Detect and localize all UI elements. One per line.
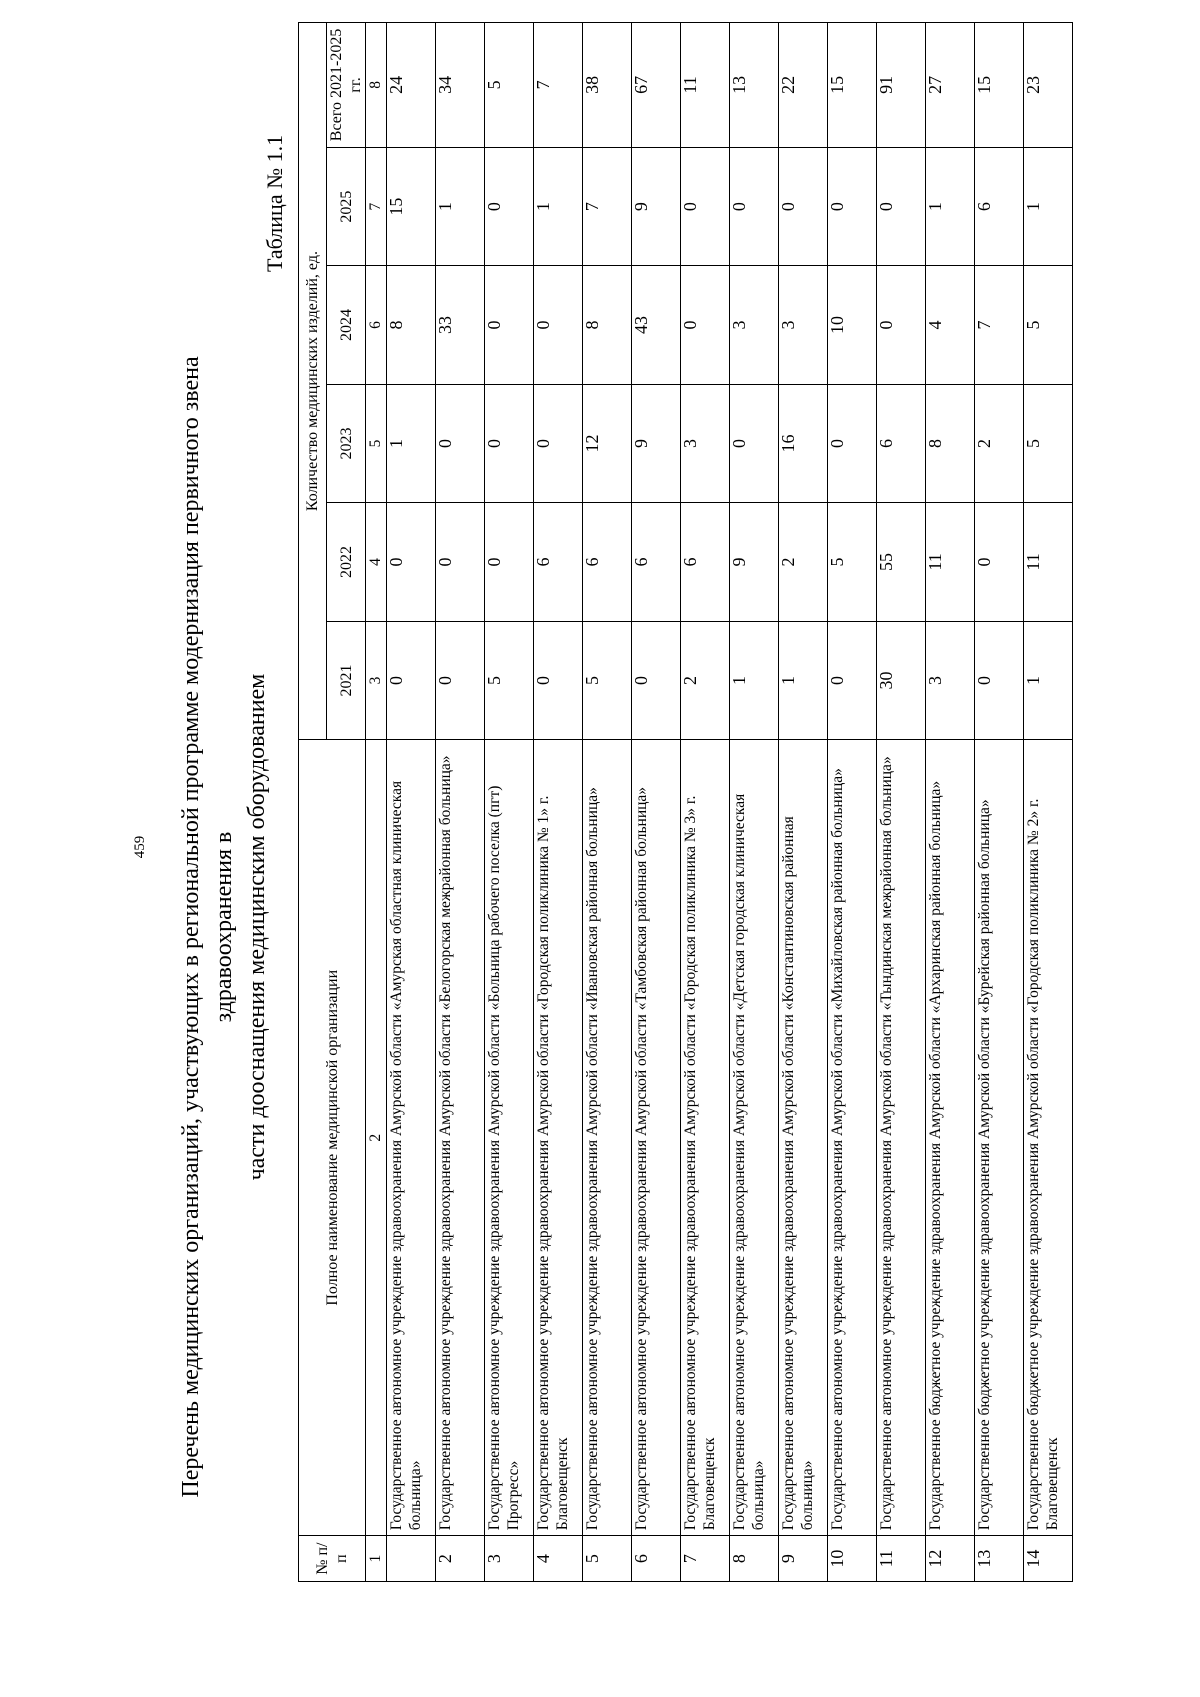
year-value: 6 (877, 384, 926, 502)
column-number: 4 (366, 503, 387, 621)
row-number: 9 (779, 1536, 828, 1582)
year-value: 1 (387, 384, 436, 502)
year-value: 6 (632, 503, 681, 621)
year-value: 6 (534, 503, 583, 621)
year-value: 0 (485, 147, 534, 265)
year-value: 0 (828, 147, 877, 265)
organization-name: Государственное автономное учреждение здравоохранения Амурской области «Михайловская районная больница» (828, 740, 877, 1536)
year-value: 0 (436, 503, 485, 621)
year-value: 1 (730, 621, 779, 739)
year-value: 2 (975, 384, 1024, 502)
total-value: 22 (779, 23, 828, 148)
year-value: 12 (583, 384, 632, 502)
column-number: 1 (366, 1536, 387, 1582)
year-value: 0 (681, 266, 730, 384)
year-value: 7 (583, 147, 632, 265)
organization-name: Государственное автономное учреждение здравоохранения Амурской области «Городская поликлиника № 1» г. Благовещенск (534, 740, 583, 1536)
year-value: 0 (779, 147, 828, 265)
year-value: 0 (828, 384, 877, 502)
row-number: 7 (681, 1536, 730, 1582)
column-number: 2 (366, 740, 387, 1536)
year-value: 0 (534, 384, 583, 502)
row-number: 13 (975, 1536, 1024, 1582)
organization-name: Государственное автономное учреждение здравоохранения Амурской области «Тамбовская районная больница» (632, 740, 681, 1536)
year-value: 2 (779, 503, 828, 621)
header-total: Всего 2021-2025 гг. (327, 23, 366, 148)
year-value: 8 (926, 384, 975, 502)
total-value: 5 (485, 23, 534, 148)
header-num: № п/п (299, 1536, 366, 1582)
total-value: 38 (583, 23, 632, 148)
year-value: 0 (485, 266, 534, 384)
year-value: 3 (926, 621, 975, 739)
year-value: 5 (1024, 266, 1073, 384)
table-label: Таблица № 1.1 (262, 134, 287, 272)
document-title (175, 307, 274, 1547)
row-number: 14 (1024, 1536, 1073, 1582)
year-value: 1 (534, 147, 583, 265)
year-value: 3 (730, 266, 779, 384)
year-value: 0 (387, 621, 436, 739)
row-number: 11 (877, 1536, 926, 1582)
year-value: 8 (583, 266, 632, 384)
organization-name: Государственное автономное учреждение здравоохранения Амурской области «Амурская областная клиническая больница» (387, 740, 436, 1536)
header-year: 2021 (327, 621, 366, 739)
header-year: 2022 (327, 503, 366, 621)
total-value: 91 (877, 23, 926, 148)
year-value: 0 (387, 503, 436, 621)
row-number: 10 (828, 1536, 877, 1582)
year-value: 33 (436, 266, 485, 384)
column-number: 8 (366, 23, 387, 148)
table-row (632, 23, 681, 1582)
year-value: 5 (1024, 384, 1073, 502)
year-value: 5 (828, 503, 877, 621)
row-number: 8 (730, 1536, 779, 1582)
year-value: 1 (1024, 621, 1073, 739)
year-value: 8 (387, 266, 436, 384)
organization-name: Государственное автономное учреждение здравоохранения Амурской области «Детская городская клиническая больница» (730, 740, 779, 1536)
year-value: 0 (632, 621, 681, 739)
year-value: 3 (779, 266, 828, 384)
table-body (366, 23, 1073, 1582)
row-number (387, 1536, 436, 1582)
year-value: 0 (730, 384, 779, 502)
row-number: 5 (583, 1536, 632, 1582)
year-value: 0 (681, 147, 730, 265)
table-row (436, 23, 485, 1582)
year-value: 5 (583, 621, 632, 739)
year-value: 2 (681, 621, 730, 739)
year-value: 0 (877, 147, 926, 265)
column-number: 6 (366, 266, 387, 384)
year-value: 43 (632, 266, 681, 384)
page-number: 459 (132, 835, 148, 859)
total-value: 23 (1024, 23, 1073, 148)
year-value: 16 (779, 384, 828, 502)
organization-name: Государственное бюджетное учреждение здравоохранения Амурской области «Бурейская районная больница» (975, 740, 1024, 1536)
table-row (828, 23, 877, 1582)
year-value: 1 (1024, 147, 1073, 265)
total-value: 7 (534, 23, 583, 148)
organization-name: Государственное автономное учреждение здравоохранения Амурской области «Больница рабочего поселка (пгт) Прогресс» (485, 740, 534, 1536)
table-row (975, 23, 1024, 1582)
organization-name: Государственное автономное учреждение здравоохранения Амурской области «Тындинская межрайонная больница» (877, 740, 926, 1536)
table-row (779, 23, 828, 1582)
table-row (485, 23, 534, 1582)
column-number-row (366, 23, 387, 1582)
year-value: 3 (681, 384, 730, 502)
year-value: 15 (387, 147, 436, 265)
year-value: 0 (436, 384, 485, 502)
year-value: 1 (926, 147, 975, 265)
year-value: 11 (926, 503, 975, 621)
table-row (534, 23, 583, 1582)
row-number: 2 (436, 1536, 485, 1582)
organization-name: Государственное автономное учреждение здравоохранения Амурской области «Белогорская межрайонная больница» (436, 740, 485, 1536)
row-number: 3 (485, 1536, 534, 1582)
table-row (1024, 23, 1073, 1582)
year-value: 30 (877, 621, 926, 739)
column-number: 7 (366, 147, 387, 265)
total-value: 11 (681, 23, 730, 148)
table-row (681, 23, 730, 1582)
organization-name: Государственное автономное учреждение здравоохранения Амурской области «Константиновская районная больница» (779, 740, 828, 1536)
year-value: 4 (926, 266, 975, 384)
column-number: 5 (366, 384, 387, 502)
year-value: 0 (485, 384, 534, 502)
organization-name: Государственное бюджетное учреждение здравоохранения Амурской области «Архаринская районная больница» (926, 740, 975, 1536)
year-value: 0 (730, 147, 779, 265)
year-value: 9 (730, 503, 779, 621)
row-number: 6 (632, 1536, 681, 1582)
column-number: 3 (366, 621, 387, 739)
year-value: 0 (828, 621, 877, 739)
year-value: 55 (877, 503, 926, 621)
year-value: 6 (681, 503, 730, 621)
organization-name: Государственное бюджетное учреждение здравоохранения Амурской области «Городская поликлиника № 2» г. Благовещенск (1024, 740, 1073, 1536)
year-value: 0 (485, 503, 534, 621)
year-value: 0 (534, 621, 583, 739)
table-row (583, 23, 632, 1582)
year-value: 0 (975, 621, 1024, 739)
header-year: 2024 (327, 266, 366, 384)
table-row (730, 23, 779, 1582)
title-line-1: Перечень медицинских организаций, участвующих в региональной программе модернизация первичного звена здравоохранения в (178, 356, 237, 1498)
total-value: 34 (436, 23, 485, 148)
year-value: 11 (1024, 503, 1073, 621)
organizations-table (298, 22, 1073, 1582)
year-value: 1 (436, 147, 485, 265)
title-line-2: части дооснащения медицинским оборудованием (244, 673, 270, 1181)
year-value: 9 (632, 147, 681, 265)
header-quantity: Количество медицинских изделий, ед. (299, 23, 327, 740)
total-value: 67 (632, 23, 681, 148)
total-value: 27 (926, 23, 975, 148)
table-row (877, 23, 926, 1582)
year-value: 0 (877, 266, 926, 384)
year-value: 6 (975, 147, 1024, 265)
year-value: 0 (436, 621, 485, 739)
year-value: 5 (485, 621, 534, 739)
total-value: 24 (387, 23, 436, 148)
total-value: 13 (730, 23, 779, 148)
year-value: 6 (583, 503, 632, 621)
year-value: 0 (534, 266, 583, 384)
year-value: 1 (779, 621, 828, 739)
total-value: 15 (975, 23, 1024, 148)
header-year: 2025 (327, 147, 366, 265)
table-row (926, 23, 975, 1582)
header-name: Полное наименование медицинской организации (299, 740, 366, 1536)
year-value: 0 (975, 503, 1024, 621)
table-row (387, 23, 436, 1582)
row-number: 12 (926, 1536, 975, 1582)
organization-name: Государственное автономное учреждение здравоохранения Амурской области «Городская поликлиника № 3» г. Благовещенск (681, 740, 730, 1536)
header-year: 2023 (327, 384, 366, 502)
year-value: 7 (975, 266, 1024, 384)
organization-name: Государственное автономное учреждение здравоохранения Амурской области «Ивановская районная больница» (583, 740, 632, 1536)
year-value: 9 (632, 384, 681, 502)
year-value: 10 (828, 266, 877, 384)
total-value: 15 (828, 23, 877, 148)
row-number: 4 (534, 1536, 583, 1582)
